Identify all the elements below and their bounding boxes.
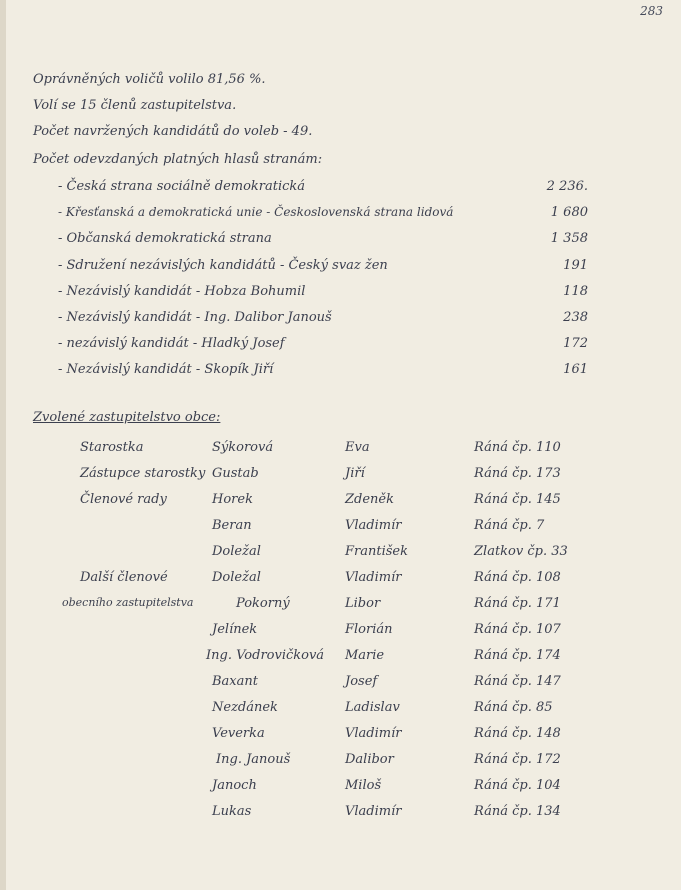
council-row [0, 752, 681, 774]
member-first-name: Marie [345, 648, 385, 663]
member-role: Další členové [80, 570, 168, 585]
member-address: Ráná čp. 174 [474, 648, 561, 663]
member-first-name: František [345, 544, 408, 559]
party-votes: 238 [563, 310, 588, 325]
council-row [0, 622, 681, 644]
member-first-name: Josef [345, 674, 378, 689]
member-address: Ráná čp. 147 [474, 674, 561, 689]
member-first-name: Vladimír [345, 518, 402, 533]
member-surname: Doležal [212, 570, 261, 585]
member-surname: Beran [212, 518, 252, 533]
member-first-name: Miloš [345, 778, 382, 793]
member-address: Ráná čp. 108 [474, 570, 561, 585]
party-votes: 191 [563, 258, 588, 273]
member-surname: Baxant [212, 674, 258, 689]
party-name: - Nezávislý kandidát - Skopík Jiří [58, 362, 274, 377]
member-address: Ráná čp. 107 [474, 622, 561, 637]
party-votes: 1 680 [550, 205, 588, 220]
member-surname: Sýkorová [212, 440, 274, 455]
intro-line: Oprávněných voličů volilo 81,56 %. [33, 72, 266, 87]
party-name: - Nezávislý kandidát - Ing. Dalibor Janouš [58, 310, 332, 325]
intro-line: Volí se 15 členů zastupitelstva. [33, 98, 237, 113]
member-first-name: Florián [345, 622, 393, 637]
council-row [0, 492, 681, 514]
member-first-name: Ladislav [345, 700, 400, 715]
member-first-name: Jiří [345, 466, 365, 481]
council-heading: Zvolené zastupitelstvo obce: [33, 410, 221, 425]
party-votes: 2 236. [546, 179, 588, 194]
member-role: Zástupce starostky [80, 466, 206, 481]
intro-line: Počet navržených kandidátů do voleb - 49. [33, 124, 313, 139]
party-votes: 1 358 [550, 231, 588, 246]
member-address: Ráná čp. 148 [474, 726, 561, 741]
intro-line: Počet odevzdaných platných hlasů stranám: [33, 152, 323, 167]
member-surname: Jelínek [212, 622, 258, 637]
member-address: Ráná čp. 172 [474, 752, 561, 767]
council-row [0, 778, 681, 800]
council-row [0, 700, 681, 722]
member-surname: Horek [212, 492, 253, 507]
party-name: - Občanská demokratická strana [58, 231, 272, 246]
council-row [0, 518, 681, 540]
member-surname: Janoch [212, 778, 257, 793]
member-address: Ráná čp. 104 [474, 778, 561, 793]
member-address: Ráná čp. 171 [474, 596, 561, 611]
member-role: Členové rady [80, 492, 167, 507]
member-surname: Veverka [212, 726, 265, 741]
member-surname: Lukas [212, 804, 252, 819]
member-role: obecního zastupitelstva [62, 596, 194, 609]
member-address: Ráná čp. 173 [474, 466, 561, 481]
council-row [0, 466, 681, 488]
party-votes: 172 [563, 336, 588, 351]
member-surname: Doležal [212, 544, 261, 559]
council-row [0, 726, 681, 748]
member-surname: Gustab [212, 466, 259, 481]
member-first-name: Vladimír [345, 804, 402, 819]
member-first-name: Libor [345, 596, 381, 611]
member-surname: Ing. Janouš [216, 752, 291, 767]
party-name: - Česká strana sociálně demokratická [58, 179, 306, 194]
council-row [0, 570, 681, 592]
council-row [0, 544, 681, 566]
member-surname: Pokorný [236, 596, 290, 611]
party-votes: 118 [563, 284, 588, 299]
member-first-name: Vladimír [345, 726, 402, 741]
member-address: Ráná čp. 134 [474, 804, 561, 819]
member-first-name: Zdeněk [345, 492, 394, 507]
party-name: - Sdružení nezávislých kandidátů - Český svaz žen [58, 258, 388, 273]
member-address: Ráná čp. 110 [474, 440, 561, 455]
member-role: Starostka [80, 440, 144, 455]
party-name: - Nezávislý kandidát - Hobza Bohumil [58, 284, 306, 299]
party-name: - nezávislý kandidát - Hladký Josef [58, 336, 285, 351]
member-first-name: Vladimír [345, 570, 402, 585]
council-row [0, 804, 681, 826]
council-row [0, 440, 681, 462]
member-first-name: Eva [345, 440, 370, 455]
council-row [0, 648, 681, 670]
page-number: 283 [640, 4, 663, 18]
council-row [0, 596, 681, 618]
member-surname: Nezdánek [212, 700, 278, 715]
member-address: Ráná čp. 85 [474, 700, 553, 715]
member-address: Ráná čp. 145 [474, 492, 561, 507]
member-address: Ráná čp. 7 [474, 518, 545, 533]
party-votes: 161 [563, 362, 588, 377]
council-row [0, 674, 681, 696]
member-surname: Ing. Vodrovičková [206, 648, 325, 663]
member-first-name: Dalibor [345, 752, 394, 767]
member-address: Zlatkov čp. 33 [474, 544, 568, 559]
party-name: - Křesťanská a demokratická unie - Československá strana lidová [58, 205, 454, 219]
